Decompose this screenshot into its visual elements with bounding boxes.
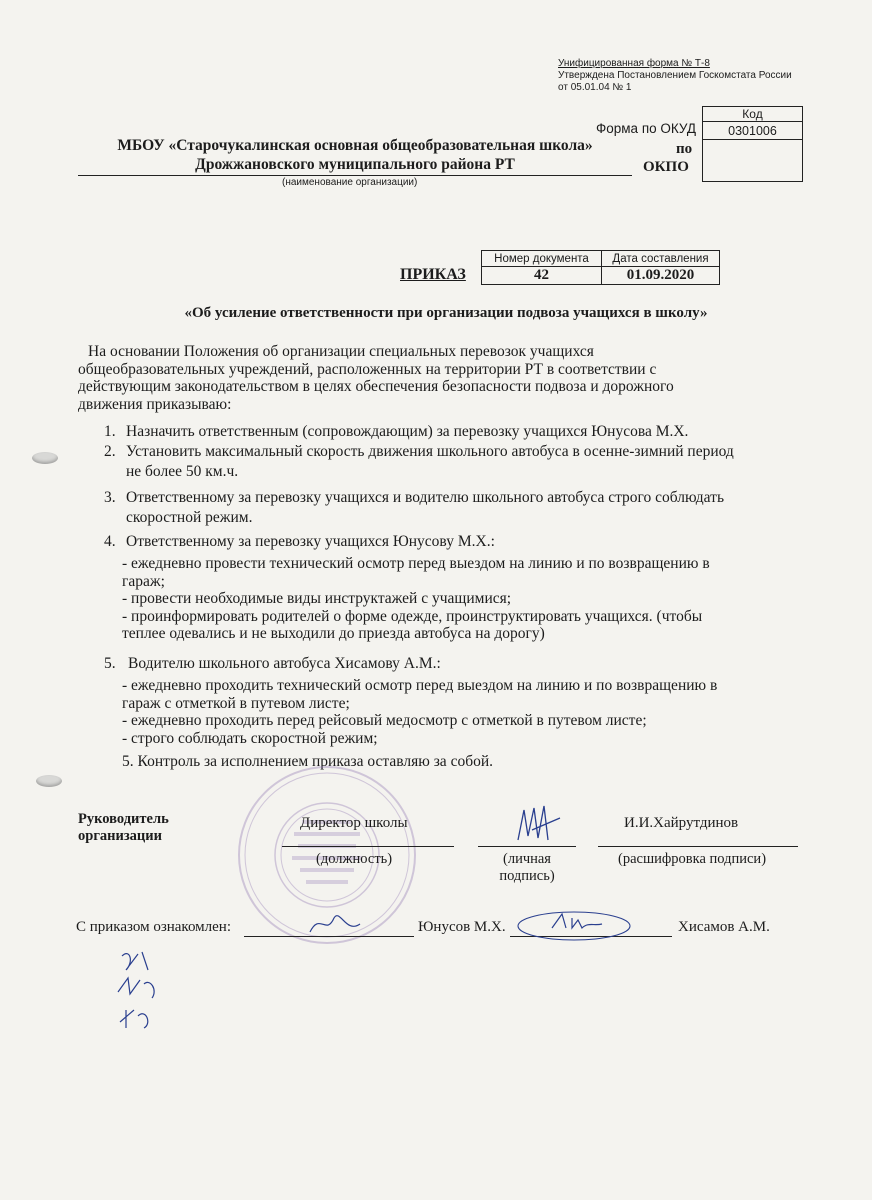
org-underline xyxy=(78,175,632,176)
position-value: Директор школы xyxy=(300,815,408,831)
punch-hole xyxy=(36,775,62,787)
acquainted-person-2: Хисамов А.М. xyxy=(678,919,770,935)
handwritten-initials xyxy=(108,944,178,1034)
item-text: не более 50 км.ч. xyxy=(126,463,239,480)
item-text: Назначить ответственным (сопровождающим) за перевозку учащихся Юнусова М.Х. xyxy=(126,423,689,440)
item-text: Ответственному за перевозку учащихся и водителю школьного автобуса строго соблюдать xyxy=(126,489,725,506)
item-number: 5. xyxy=(104,655,116,672)
kod-header: Код xyxy=(703,107,803,122)
item5-subpoints xyxy=(122,677,802,747)
doc-date: 01.09.2020 xyxy=(602,267,720,285)
head-label: Руководитель организации xyxy=(78,811,169,844)
sub-line: - ежедневно проходить перед рейсовый медосмотр с отметкой в путевом листе; xyxy=(122,712,647,729)
intro-paragraph xyxy=(78,343,798,413)
item-text: Водителю школьного автобуса Хисамову А.М.: xyxy=(128,655,441,672)
item-text: Ответственному за перевозку учащихся Юнусову М.Х.: xyxy=(126,533,495,550)
okpo-label: ОКПО xyxy=(643,159,689,175)
sub-line: - проинформировать родителей о форме одежде, проинструктировать учащихся. (чтобы xyxy=(122,607,703,625)
acquainted-label: С приказом ознакомлен: xyxy=(76,919,232,935)
director-signature xyxy=(510,800,570,850)
intro-line: движения приказываю: xyxy=(78,395,232,413)
item4-subpoints xyxy=(122,555,802,643)
document-table xyxy=(481,250,720,285)
intro-line: На основании Положения об организации специальных перевозок учащихся xyxy=(88,343,594,360)
organization-name xyxy=(78,136,632,174)
intro-line: действующим законодательством в целях обеспечения безопасности подвоза и дорожного xyxy=(78,378,674,395)
personal-signature-caption: (личная подпись) xyxy=(499,851,555,884)
closing-line: 5. Контроль за исполнением приказа оставляю за собой. xyxy=(122,753,494,770)
item-text: скоростной режим. xyxy=(126,509,253,526)
director-name: И.И.Хайрутдинов xyxy=(624,815,739,831)
sub-line: - ежедневно проходить технический осмотр перед выездом на линию и по возвращению в xyxy=(122,677,718,694)
po-label: по xyxy=(676,141,693,157)
position-rule xyxy=(282,846,454,847)
document-type: ПРИКАЗ xyxy=(400,266,466,283)
org-name-line: МБОУ «Старочукалинская основная общеобразовательная школа» xyxy=(117,137,593,154)
name-rule xyxy=(598,846,798,847)
document-title: «Об усиление ответственности при организации подвоза учащихся в школу» xyxy=(184,305,708,321)
punch-hole xyxy=(32,452,58,464)
item-number: 3. xyxy=(104,489,116,506)
signature-hisamov xyxy=(512,898,652,948)
doc-number-header: Номер документа xyxy=(482,251,602,267)
signature-yunusov xyxy=(306,906,366,940)
approved-line: от 05.01.04 № 1 xyxy=(558,82,632,93)
sub-line: - провести необходимые виды инструктажей с учащимися; xyxy=(122,590,512,607)
sub-line: - ежедневно провести технический осмотр перед выездом на линию и по возвращению в xyxy=(122,555,710,572)
approved-line: Утверждена Постановлением Госкомстата России xyxy=(558,70,792,81)
sub-line: теплее одевались и не выходили до приезда автобуса на дорогу) xyxy=(122,625,545,642)
signature-rule xyxy=(478,846,576,847)
doc-number: 42 xyxy=(482,267,602,285)
item-number: 4. xyxy=(104,533,116,550)
intro-line: общеобразовательных учреждений, расположенных на территории РТ в соответствии с xyxy=(78,360,657,378)
org-name-line: Дрожжановского муниципального района РТ xyxy=(195,156,515,173)
doc-date-header: Дата составления xyxy=(602,251,720,267)
name-caption: (расшифровка подписи) xyxy=(618,851,767,867)
okud-code: 0301006 xyxy=(703,122,803,140)
sub-line: гараж с отметкой в путевом листе; xyxy=(122,694,350,712)
okpo-code xyxy=(703,140,803,182)
item-number: 2. xyxy=(104,443,116,460)
okud-label: Форма по ОКУД xyxy=(596,121,697,136)
sub-line: гараж; xyxy=(122,572,165,590)
item-number: 1. xyxy=(104,423,116,440)
codes-table xyxy=(702,106,803,182)
position-caption: (должность) xyxy=(316,851,393,867)
form-header xyxy=(558,58,792,94)
sub-line: - строго соблюдать скоростной режим; xyxy=(122,729,378,747)
item-text: Установить максимальный скорость движения школьного автобуса в осенне-зимний период xyxy=(126,443,734,460)
form-title: Унифицированная форма № Т-8 xyxy=(558,58,710,69)
org-caption: (наименование организации) xyxy=(282,177,418,188)
acquainted-person-1: Юнусов М.Х. xyxy=(418,919,506,935)
